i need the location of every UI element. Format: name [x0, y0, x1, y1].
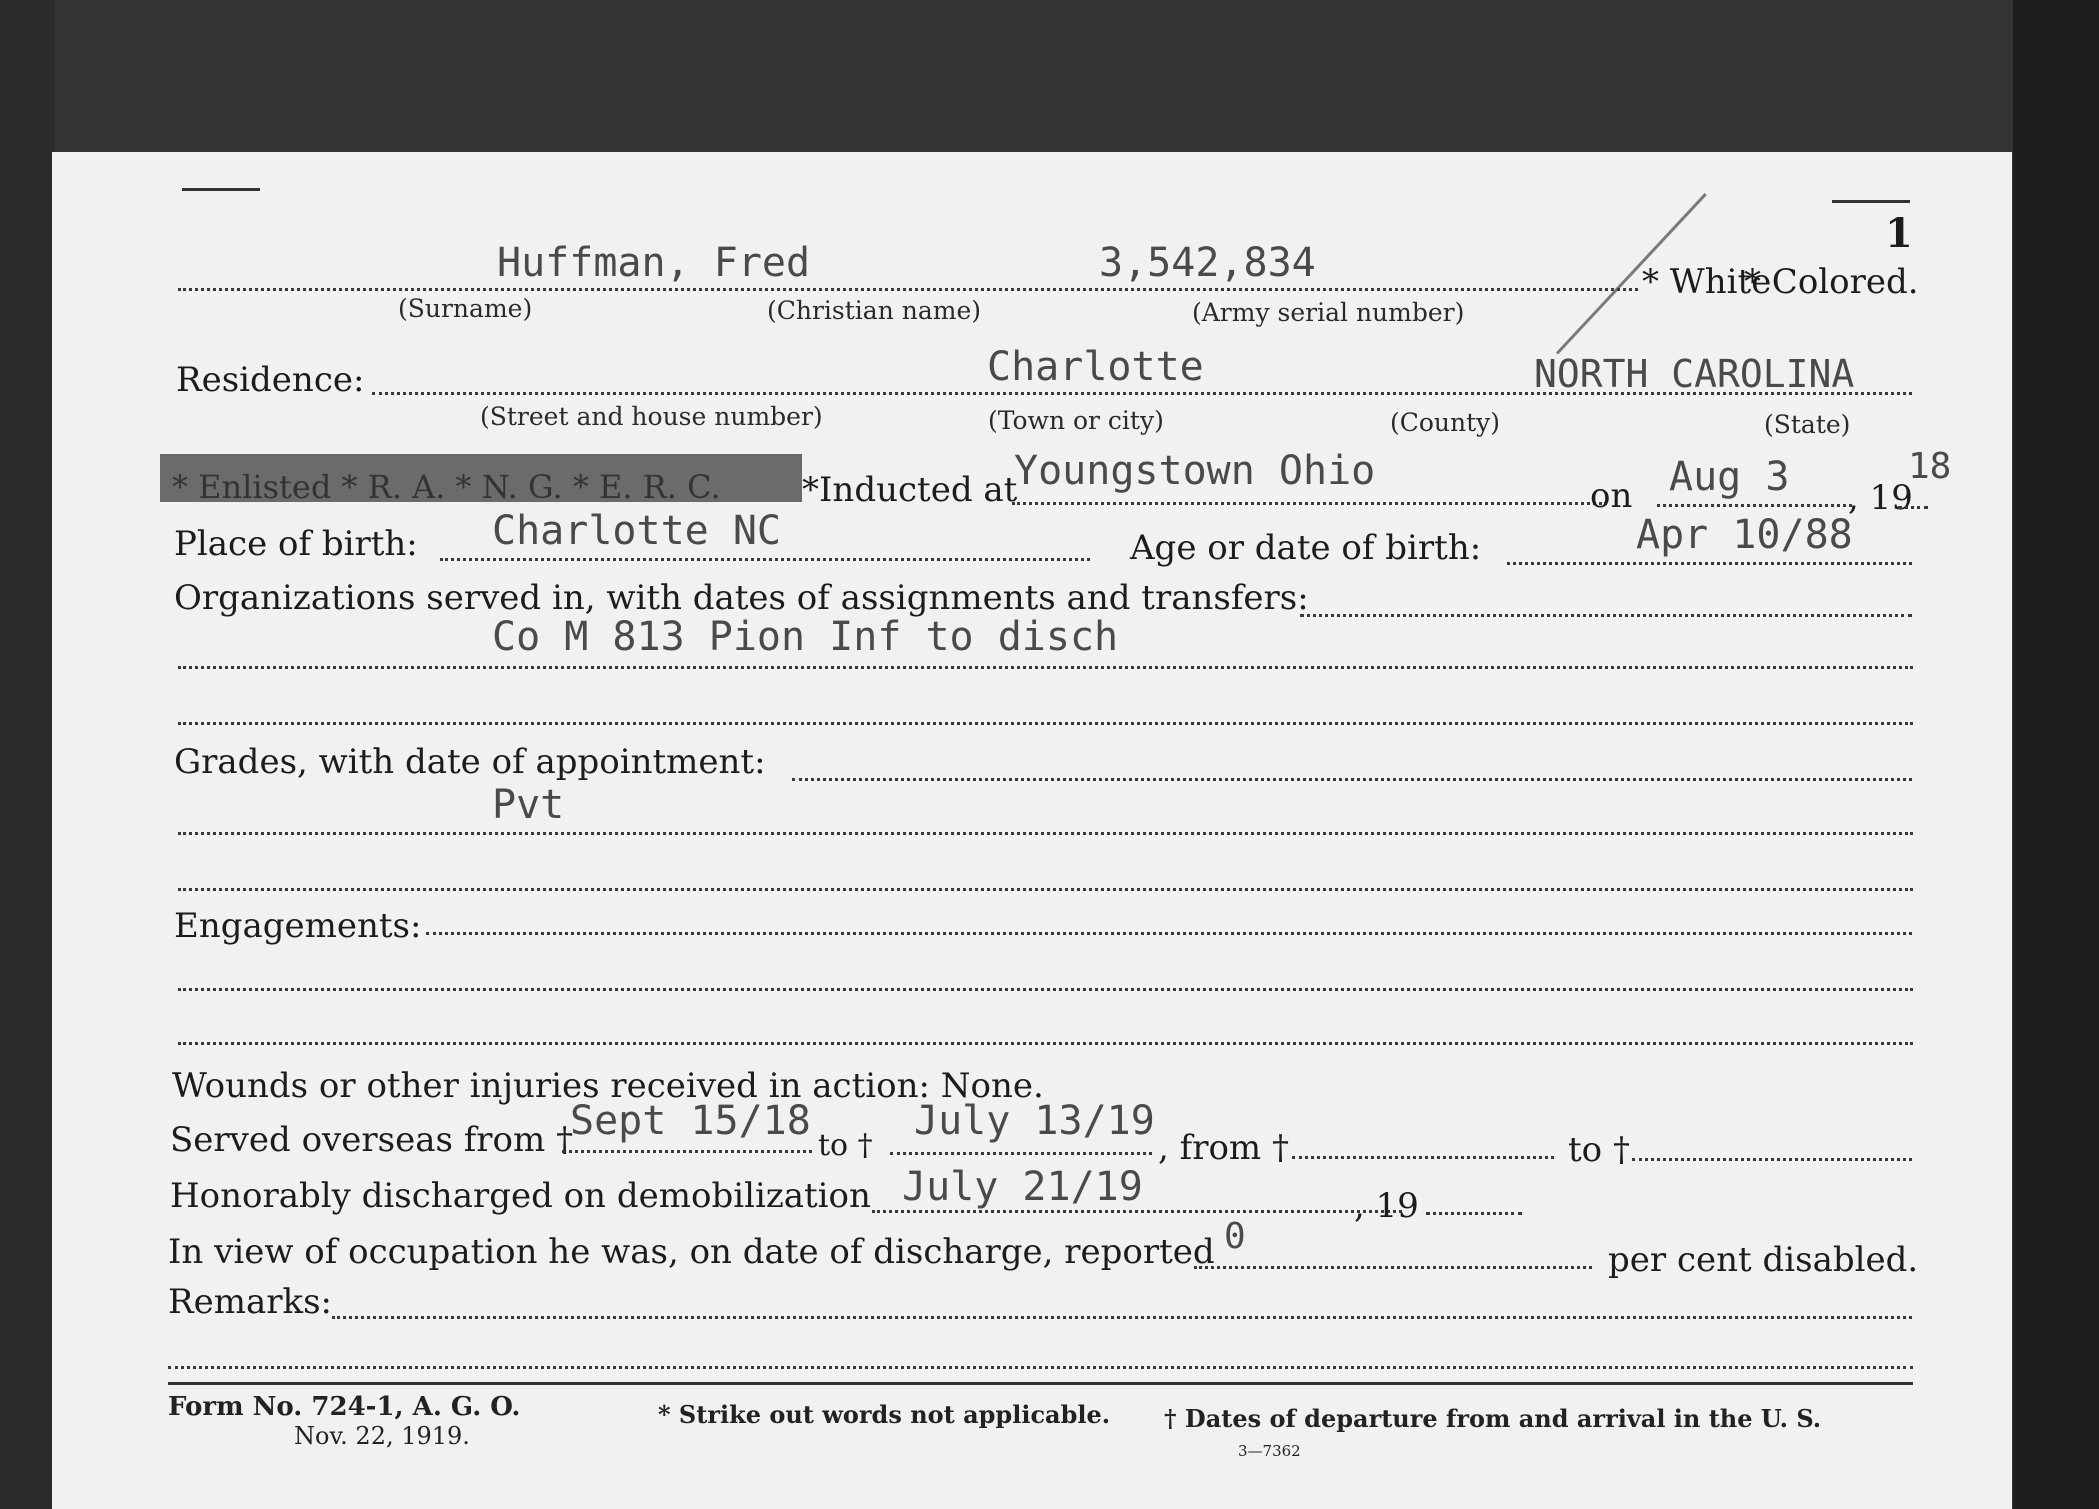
christian-name-label: (Christian name)	[767, 296, 982, 325]
birth-place-label: Place of birth:	[174, 524, 418, 564]
grades-label: Grades, with date of appointment:	[174, 742, 766, 782]
birth-date-label: Age or date of birth:	[1130, 528, 1482, 568]
engagements-line-1	[426, 932, 1912, 935]
enlisted-options: * Enlisted * R. A. * N. G. * E. R. C.	[172, 468, 721, 506]
service-record-card	[52, 152, 2012, 1509]
organizations-line-2	[178, 666, 1913, 669]
discharge-year-suffix: , 19	[1354, 1186, 1419, 1226]
name-value: Huffman, Fred	[497, 240, 811, 286]
form-date: Nov. 22, 1919.	[294, 1422, 470, 1450]
top-left-rule	[182, 188, 260, 191]
wounds-label: Wounds or other injuries received in action: None.	[172, 1066, 1044, 1106]
background-right	[2013, 0, 2099, 1509]
background-left	[0, 0, 55, 1509]
disability-value: 0	[1224, 1216, 1246, 1257]
birth-date-line	[1507, 562, 1912, 565]
induction-on-label: on	[1590, 476, 1633, 516]
grades-line-2	[178, 832, 1913, 835]
grades-value: Pvt	[492, 782, 565, 828]
residence-line	[372, 392, 1912, 395]
induction-year: 18	[1908, 446, 1952, 487]
induction-place: Youngstown Ohio	[1014, 448, 1376, 494]
overseas-from-line	[562, 1150, 812, 1153]
overseas-to-line	[890, 1152, 1152, 1155]
discharge-label: Honorably discharged on demobilization	[170, 1176, 871, 1216]
white-option: * White	[1642, 262, 1772, 302]
form-number: Form No. 724-1, A. G. O.	[168, 1392, 521, 1422]
induction-year-line	[1898, 506, 1928, 509]
footer-rule	[168, 1382, 1913, 1385]
disability-suffix: per cent disabled.	[1608, 1240, 1919, 1280]
serial-value: 3,542,834	[1099, 240, 1316, 286]
residence-state: NORTH CAROLINA	[1534, 352, 1855, 396]
disability-label: In view of occupation he was, on date of discharge, reported	[168, 1232, 1215, 1272]
overseas-to2-line	[1632, 1158, 1912, 1161]
grades-line-3	[178, 888, 1913, 891]
engagements-label: Engagements:	[174, 906, 422, 946]
induction-line	[1012, 502, 1607, 505]
county-label: (County)	[1390, 408, 1501, 437]
name-line	[178, 288, 1638, 291]
discharge-year-line	[1426, 1212, 1522, 1215]
street-label: (Street and house number)	[480, 402, 823, 431]
residence-town: Charlotte	[987, 344, 1204, 390]
organizations-value: Co M 813 Pion Inf to disch	[492, 614, 1119, 660]
card-number: 1	[1885, 210, 1913, 257]
remarks-line-2	[168, 1366, 1913, 1369]
birth-place-line	[440, 558, 1090, 561]
overseas-to2-label: to †	[1568, 1130, 1630, 1170]
overseas-from2-line	[1292, 1156, 1554, 1159]
discharge-date: July 21/19	[902, 1164, 1143, 1210]
strike-note: * Strike out words not applicable.	[658, 1400, 1111, 1429]
overseas-label: Served overseas from †	[170, 1120, 574, 1160]
printer-mark: 3—7362	[1238, 1442, 1301, 1460]
residence-label: Residence:	[176, 360, 365, 400]
overseas-from2-label: , from †	[1158, 1128, 1289, 1168]
surname-label: (Surname)	[398, 294, 533, 323]
grades-line-1	[792, 778, 1912, 781]
inducted-label: *Inducted at	[802, 470, 1018, 510]
top-right-rule	[1832, 200, 1910, 203]
town-label: (Town or city)	[988, 406, 1164, 435]
birth-date: Apr 10/88	[1636, 512, 1853, 558]
birth-place: Charlotte NC	[492, 508, 781, 554]
state-label: (State)	[1764, 410, 1851, 439]
organizations-line-3	[178, 722, 1913, 725]
organizations-label: Organizations served in, with dates of assignments and transfers:	[174, 578, 1309, 618]
remarks-label: Remarks:	[168, 1282, 332, 1322]
overseas-to-label: to †	[818, 1128, 873, 1163]
engagements-line-2	[178, 988, 1913, 991]
organizations-line-1	[1300, 614, 1912, 617]
remarks-line-1	[332, 1316, 1912, 1319]
induction-date-line	[1657, 504, 1852, 507]
discharge-line	[872, 1210, 1402, 1213]
overseas-from-date: Sept 15/18	[570, 1098, 811, 1144]
colored-option: * Colored.	[1744, 262, 1919, 302]
disability-line	[1194, 1266, 1592, 1269]
engagements-line-3	[178, 1042, 1913, 1045]
dates-note: † Dates of departure from and arrival in the U. S.	[1164, 1404, 1822, 1433]
induction-year-prefix: , 19	[1848, 478, 1913, 518]
serial-label: (Army serial number)	[1192, 298, 1465, 327]
overseas-to-date: July 13/19	[914, 1098, 1155, 1144]
induction-date: Aug 3	[1669, 454, 1790, 500]
